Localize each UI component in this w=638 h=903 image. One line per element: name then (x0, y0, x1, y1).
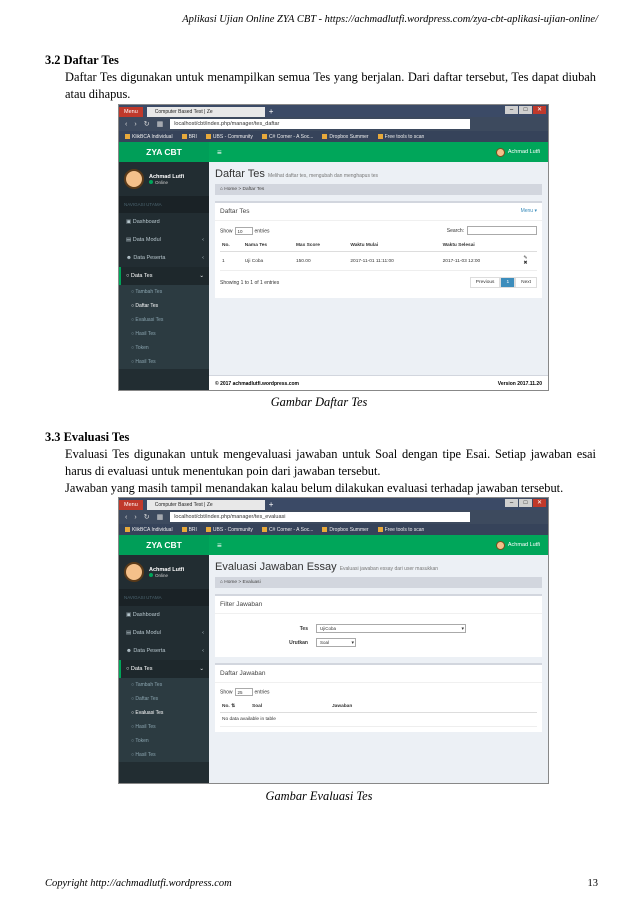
sidebar-sub-evaluasi-tes: ○ Evaluasi Tes (119, 313, 209, 327)
bookmark-item: KlikBCA Individual (125, 134, 173, 140)
urutkan-label: Urutkan (289, 639, 308, 646)
section-evaluasi-tes (45, 429, 596, 497)
sidebar-sub-hasil-tes: ○ Hasil Tes (119, 720, 209, 734)
url-field: localhost/cbt/index.php/manager/tes_evaluasi (170, 512, 470, 522)
table-header: Nama Tes (243, 240, 294, 252)
book-icon: ▤ (126, 630, 133, 636)
bookmark-item: UBS - Community (206, 527, 253, 533)
bookmark-item: Dropbox Summer (322, 134, 368, 140)
screenshot-daftar-tes (118, 104, 549, 391)
back-icon: ‹ (125, 120, 128, 128)
page-length: Show 25 entries (220, 689, 270, 696)
pagination: Previous 1 Next (470, 277, 537, 288)
grid-icon: ▦ (156, 121, 164, 128)
section-title: 3.2 Daftar Tes (45, 53, 119, 67)
browser-urlbar (119, 117, 548, 131)
avatar (124, 169, 144, 189)
table-row: 1 Uji Coba 150.00 2017-11-01 11:11:00 2017-11-03 12:00 ✎ ✖ (220, 252, 537, 271)
back-icon: ‹ (125, 513, 128, 521)
app-logo: ZYA CBT (119, 535, 209, 555)
user-status: Online (149, 573, 184, 578)
user-panel (119, 162, 209, 196)
bookmark-item: Free tools to scan (378, 527, 425, 533)
page-title: Evaluasi Jawaban Essay Evaluasi jawaban essay dari user masukkan (215, 561, 439, 573)
sidebar-sub-hasil-tes-2: ○ Hasil Tes (119, 748, 209, 762)
screenshot-evaluasi-tes (118, 497, 549, 784)
dashboard-icon: ▣ (126, 219, 133, 225)
copyright: Copyright http://achmadlutfi.wordpress.com (45, 878, 232, 889)
user-name: Achmad Lutfi (149, 566, 185, 573)
home-icon: ⌂ (220, 187, 225, 192)
tes-label: Tes (299, 625, 308, 632)
new-tab-icon: + (268, 107, 274, 116)
box-title: Filter Jawaban (220, 601, 263, 608)
sidebar-sub-hasil-tes-2: ○ Hasil Tes (119, 355, 209, 369)
tes-table (220, 240, 537, 271)
bookmark-item: C# Corner - A Soc... (262, 527, 313, 533)
edit-icon: ✎ (523, 256, 528, 261)
daftar-jawaban-box (215, 663, 542, 732)
section-daftar-tes (45, 52, 596, 103)
box-menu: Menu ▾ (520, 208, 537, 214)
sidebar (119, 162, 209, 391)
avatar-icon (496, 541, 505, 550)
sidebar-item-data-modul: ▤ Data Modul ‹ (126, 630, 204, 636)
page-number: 13 (587, 878, 598, 889)
sidebar-sub-daftar-tes: ○ Daftar Tes (119, 299, 209, 313)
sidebar-item-data-tes: ○ Data Tes ⌄ (119, 267, 209, 285)
bookmark-item: BRI (182, 134, 197, 140)
sidebar-sub-tambah-tes: ○ Tambah Tes (119, 678, 209, 692)
grid-icon: ▦ (156, 514, 164, 521)
page-title: Daftar Tes Melihat daftar tes, mengubah dan menghapus tes (215, 168, 379, 180)
maximize-icon: □ (519, 499, 532, 507)
window-controls (505, 499, 546, 507)
window-controls (505, 106, 546, 114)
caption-evaluasi-tes: Gambar Evaluasi Tes (265, 789, 373, 803)
bookmark-item: Dropbox Summer (322, 527, 368, 533)
browser-titlebar (119, 498, 548, 510)
reload-icon: ↻ (143, 121, 150, 128)
forward-icon: › (134, 513, 137, 521)
sidebar-sub-daftar-tes: ○ Daftar Tes (119, 692, 209, 706)
app-topbar (119, 142, 548, 162)
hamburger-icon: ≡ (217, 540, 222, 550)
browser-urlbar (119, 510, 548, 524)
sidebar-sub-evaluasi-tes: ○ Evaluasi Tes (119, 706, 209, 720)
breadcrumb: ⌂ Home > Evaluasi (215, 577, 542, 588)
book-icon: ▤ (126, 237, 133, 243)
new-tab-icon: + (268, 500, 274, 509)
circle-icon: ○ (126, 273, 131, 279)
table-header: No. ⇅ (220, 701, 250, 713)
tes-select: UjiCoba ▾ (316, 624, 466, 633)
user-menu: Achmad Lutfi (496, 541, 540, 550)
chevron-down-icon: ⌄ (199, 273, 204, 279)
table-header (521, 240, 537, 252)
bookmarks-bar (119, 131, 548, 142)
sort-icon: ⇅ (231, 704, 236, 709)
sidebar-sub-hasil-tes: ○ Hasil Tes (119, 327, 209, 341)
user-menu: Achmad Lutfi (496, 148, 540, 157)
urutkan-select: Soal ▾ (316, 638, 356, 647)
nav-header: NAVIGASI UTAMA (119, 589, 209, 606)
jawaban-table (220, 701, 537, 727)
reload-icon: ↻ (143, 514, 150, 521)
app-logo: ZYA CBT (119, 142, 209, 162)
table-info: Showing 1 to 1 of 1 entries (220, 279, 280, 286)
sidebar (119, 555, 209, 784)
section-body: Evaluasi Tes digunakan untuk mengevaluasi jawaban untuk Soal dengan tipe Esai. Setiap jawaban esai harus di evaluasi untuk menentukan poin dari jawaban tersebut. (65, 447, 596, 478)
chevron-left-icon: ‹ (202, 630, 204, 636)
box-title: Daftar Jawaban (220, 670, 266, 677)
chevron-left-icon: ‹ (202, 648, 204, 654)
sidebar-sub-token: ○ Token (119, 734, 209, 748)
sidebar-sub-tambah-tes: ○ Tambah Tes (119, 285, 209, 299)
bookmark-item: C# Corner - A Soc... (262, 134, 313, 140)
sidebar-item-data-peserta: ☻ Data Peserta ‹ (126, 648, 204, 654)
daftar-tes-box (215, 201, 542, 298)
table-header: No. (220, 240, 243, 252)
main-content (209, 162, 548, 391)
filter-box (215, 594, 542, 657)
search-input (467, 226, 537, 235)
bookmarks-bar (119, 524, 548, 535)
page-length: Show 10 entries (220, 227, 270, 234)
table-header: Waktu Selesai (441, 240, 522, 252)
nav-header: NAVIGASI UTAMA (119, 196, 209, 213)
avatar-icon (496, 148, 505, 157)
page-footer (45, 878, 598, 889)
section-body-2: Jawaban yang masih tampil menandakan kalau belum dilakukan evaluasi terhadap jawaban tersebut. (65, 481, 564, 495)
sidebar-item-dashboard: ▣ Dashboard (126, 219, 160, 225)
delete-icon: ✖ (523, 261, 528, 266)
bookmark-item: KlikBCA Individual (125, 527, 173, 533)
sidebar-item-data-modul: ▤ Data Modul ‹ (126, 237, 204, 243)
bookmark-item: BRI (182, 527, 197, 533)
main-content (209, 555, 548, 784)
user-name: Achmad Lutfi (149, 173, 185, 180)
browser-menu: Menu (119, 107, 143, 117)
bookmark-item: UBS - Community (206, 134, 253, 140)
browser-tab: Computer Based Test | Ze (147, 500, 265, 510)
app-topbar (119, 535, 548, 555)
home-icon: ⌂ (220, 580, 225, 585)
search-control: Search: (447, 226, 537, 235)
maximize-icon: □ (519, 106, 532, 114)
app-body (119, 162, 548, 391)
sidebar-sub-token: ○ Token (119, 341, 209, 355)
user-panel (119, 555, 209, 589)
sidebar-item-data-tes: ○ Data Tes ⌄ (119, 660, 209, 678)
table-header: Max Score (294, 240, 348, 252)
hamburger-icon: ≡ (217, 147, 222, 157)
caption-daftar-tes: Gambar Daftar Tes (270, 395, 368, 409)
table-header: Soal (250, 701, 330, 713)
sidebar-item-data-peserta: ☻ Data Peserta ‹ (126, 255, 204, 261)
avatar (124, 562, 144, 582)
app-footer: © 2017 achmadlutfi.wordpress.com Version 2017.11.20 (209, 375, 548, 391)
dashboard-icon: ▣ (126, 612, 133, 618)
browser-titlebar (119, 105, 548, 117)
close-icon: ✕ (533, 499, 546, 507)
app-body (119, 555, 548, 784)
browser-tab: Computer Based Test | Ze (147, 107, 265, 117)
minimize-icon: – (505, 499, 518, 507)
bookmark-item: Free tools to scan (378, 134, 425, 140)
sidebar-item-dashboard: ▣ Dashboard (126, 612, 160, 618)
close-icon: ✕ (533, 106, 546, 114)
table-header: Waktu Mulai (348, 240, 440, 252)
breadcrumb: ⌂ Home > Daftar Tes (215, 184, 542, 195)
circle-icon: ○ (126, 666, 131, 672)
section-body: Daftar Tes digunakan untuk menampilkan semua Tes yang berjalan. Dari daftar tersebut, Tes dapat diubah atau dihapus. (65, 70, 596, 101)
minimize-icon: – (505, 106, 518, 114)
section-title: 3.3 Evaluasi Tes (45, 430, 130, 444)
table-header: Jawaban (330, 701, 537, 713)
user-status: Online (149, 180, 184, 185)
chevron-down-icon: ⌄ (199, 666, 204, 672)
chevron-left-icon: ‹ (202, 237, 204, 243)
chevron-left-icon: ‹ (202, 255, 204, 261)
url-field: localhost/cbt/index.php/manager/tes_daftar (170, 119, 470, 129)
users-icon: ☻ (126, 648, 134, 654)
box-title: Daftar Tes (220, 208, 250, 215)
users-icon: ☻ (126, 255, 134, 261)
table-row: No data available in table (220, 713, 537, 727)
browser-menu: Menu (119, 500, 143, 510)
page-header: Aplikasi Ujian Online ZYA CBT - https://achmadlutfi.wordpress.com/zya-cbt-aplikasi-ujian-online/ (182, 14, 598, 25)
forward-icon: › (134, 120, 137, 128)
